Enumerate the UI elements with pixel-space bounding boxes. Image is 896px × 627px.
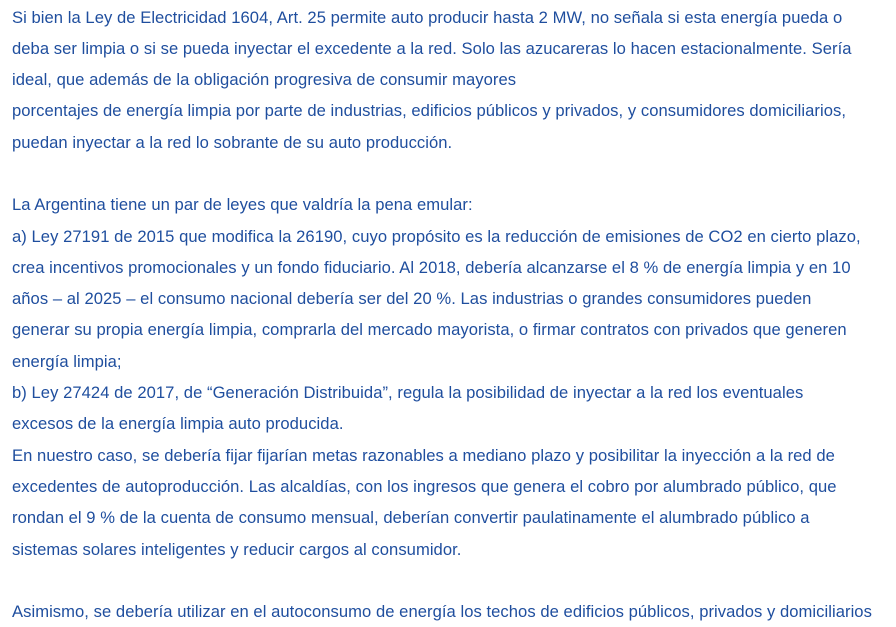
text-line: excedentes de autoproducción. Las alcaldías, con los ingresos que genera el cobro por alumbrado público, que [12, 476, 837, 496]
text-line: ideal, que además de la obligación progresiva de consumir mayores [12, 70, 517, 90]
text-line: crea incentivos promocionales y un fondo fiduciario. Al 2018, debería alcanzarse el 8 % de energía limpia y en 10 [12, 257, 851, 277]
text-line: rondan el 9 % de la cuenta de consumo mensual, deberían convertir paulatinamente el alumbrado público a [12, 508, 810, 528]
paragraph-spacer [12, 158, 896, 189]
text-line: porcentajes de energía limpia por parte de industrias, edificios públicos y privados, y consumidores domiciliarios, [12, 101, 847, 121]
text-line: Asimismo, se debería utilizar en el autoconsumo de energía los techos de edificios públicos, privados y domiciliarios [12, 602, 872, 622]
text-line: b) Ley 27424 de 2017, de “Generación Distribuida”, regula la posibilidad de inyectar a la red los eventuales [12, 383, 804, 403]
text-line: La Argentina tiene un par de leyes que valdría la pena emular: [12, 195, 473, 215]
paragraph-spacer [12, 565, 896, 596]
paragraph-3 [12, 596, 896, 627]
text-line: generar su propia energía limpia, comprarla del mercado mayorista, o firmar contratos con privados que generen [12, 320, 847, 340]
text-line: sistemas solares inteligentes y reducir cargos al consumidor. [12, 539, 462, 559]
text-line: excesos de la energía limpia auto producida. [12, 414, 344, 434]
text-line: deba ser limpia o si se pueda inyectar el excedente a la red. Solo las azucareras lo hacen estacionalmente. Sería [12, 38, 852, 58]
paragraph-1 [12, 2, 896, 158]
text-line: En nuestro caso, se debería fijar fijarían metas razonables a mediano plazo y posibilitar la inyección a la red de [12, 445, 835, 465]
text-line: años – al 2025 – el consumo nacional debería ser del 20 %. Las industrias o grandes consumidores pueden [12, 289, 812, 309]
article-body [12, 0, 896, 627]
paragraph-2 [12, 189, 896, 565]
text-line: a) Ley 27191 de 2015 que modifica la 26190, cuyo propósito es la reducción de emisiones de CO2 en cierto plazo, [12, 226, 861, 246]
text-line: energía limpia; [12, 351, 122, 371]
text-line: Si bien la Ley de Electricidad 1604, Art. 25 permite auto producir hasta 2 MW, no señala si esta energía pueda o [12, 7, 843, 27]
text-line: puedan inyectar a la red lo sobrante de su auto producción. [12, 132, 453, 152]
